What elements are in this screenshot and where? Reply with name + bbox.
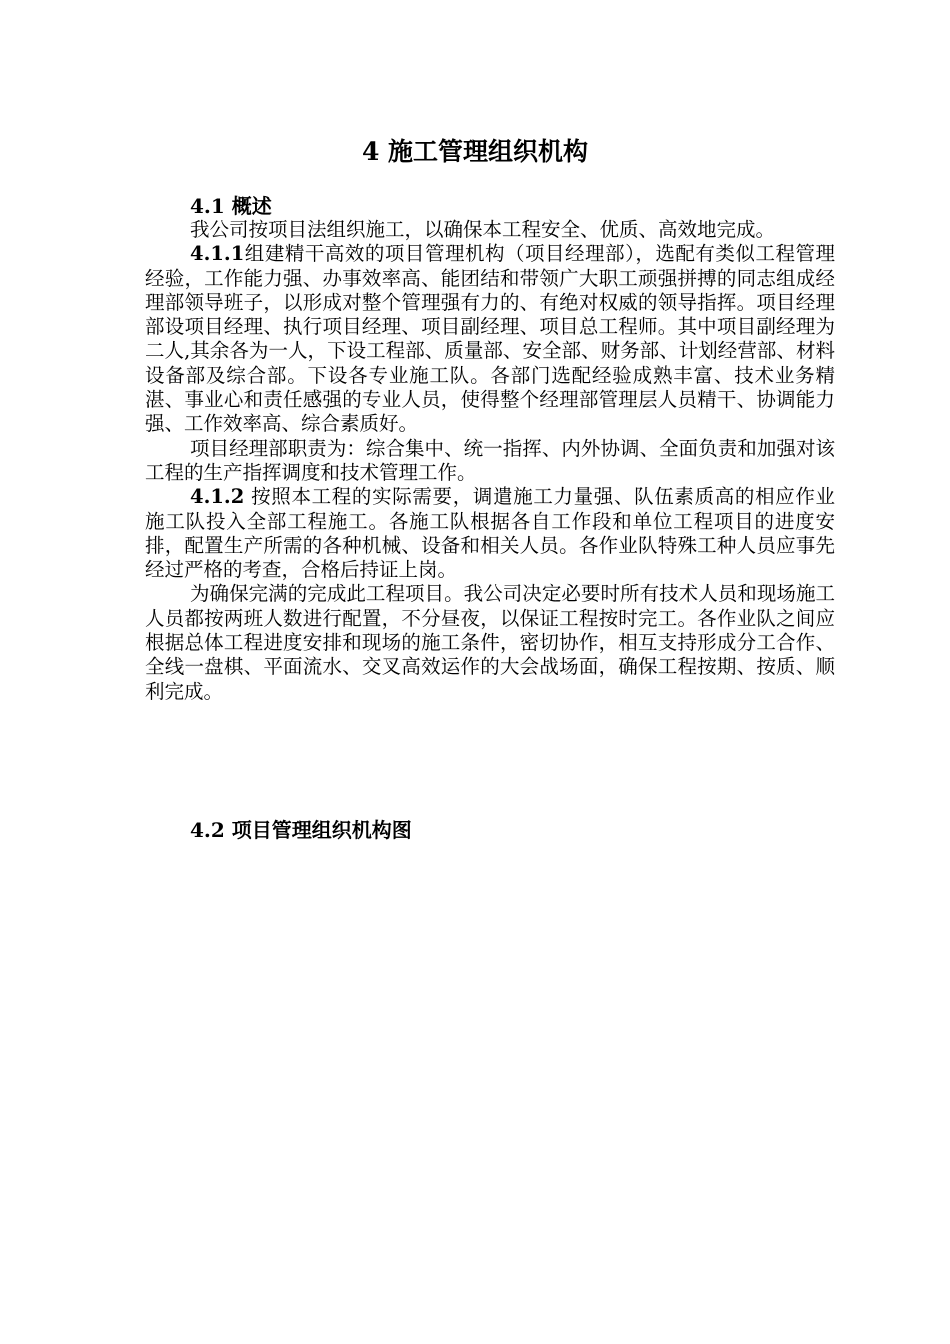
clause-number: 4.1.2 bbox=[190, 485, 245, 509]
section-heading-4-1: 4.1 概述 bbox=[190, 194, 272, 218]
paragraph-text: 我公司按项目法组织施工，以确保本工程安全、优质、高效地完成。 bbox=[190, 218, 776, 241]
paragraph-4-1-2 bbox=[145, 485, 835, 582]
paragraph-ensure bbox=[145, 582, 835, 703]
paragraph-text: 项目经理部职责为：综合集中、统一指挥、内外协调、全面负责和加强对该工程的生产指挥调度和技术管理工作。 bbox=[145, 436, 835, 484]
page-title: 4 施工管理组织机构 bbox=[361, 137, 589, 166]
paragraph-4-1-1 bbox=[145, 242, 835, 436]
paragraph-duties bbox=[145, 437, 835, 486]
paragraph-intro bbox=[145, 218, 835, 242]
section-4-1-body bbox=[145, 218, 835, 704]
paragraph-text: 为确保完满的完成此工程项目。我公司决定必要时所有技术人员和现场施工人员都按两班人数进行配置，不分昼夜，以保证工程按时完工。各作业队之间应根据总体工程进度安排和现场的施工条件，密切协作，相互支持形成分工合作、全线一盘棋、平面流水、交叉高效运作的大会战场面，确保工程按期、按质、顺利完成。 bbox=[145, 582, 835, 703]
paragraph-text: 按照本工程的实际需要，调遣施工力量强、队伍素质高的相应作业施工队投入全部工程施工。各施工队根据各自工作段和单位工程项目的进度安排，配置生产所需的各种机械、设备和相关人员。各作业队特殊工种人员应事先经过严格的考查，合格后持证上岗。 bbox=[145, 485, 835, 582]
section-heading-4-2: 4.2 项目管理组织机构图 bbox=[190, 818, 412, 842]
clause-number: 4.1.1 bbox=[190, 242, 245, 266]
paragraph-text: 组建精干高效的项目管理机构（项目经理部），选配有类似工程管理经验，工作能力强、办事效率高、能团结和带领广大职工顽强拼搏的同志组成经理部领导班子，以形成对整个管理强有力的、有绝对权威的领导指挥。项目经理部设项目经理、执行项目经理、项目副经理、项目总工程师。其中项目副经理为二人,其余各为一人，下设工程部、质量部、安全部、财务部、计划经营部、材料设备部及综合部。下设各专业施工队。各部门选配经验成熟丰富、技术业务精湛、事业心和责任感强的专业人员，使得整个经理部管理层人员精干、协调能力强、工作效率高、综合素质好。 bbox=[145, 242, 835, 436]
